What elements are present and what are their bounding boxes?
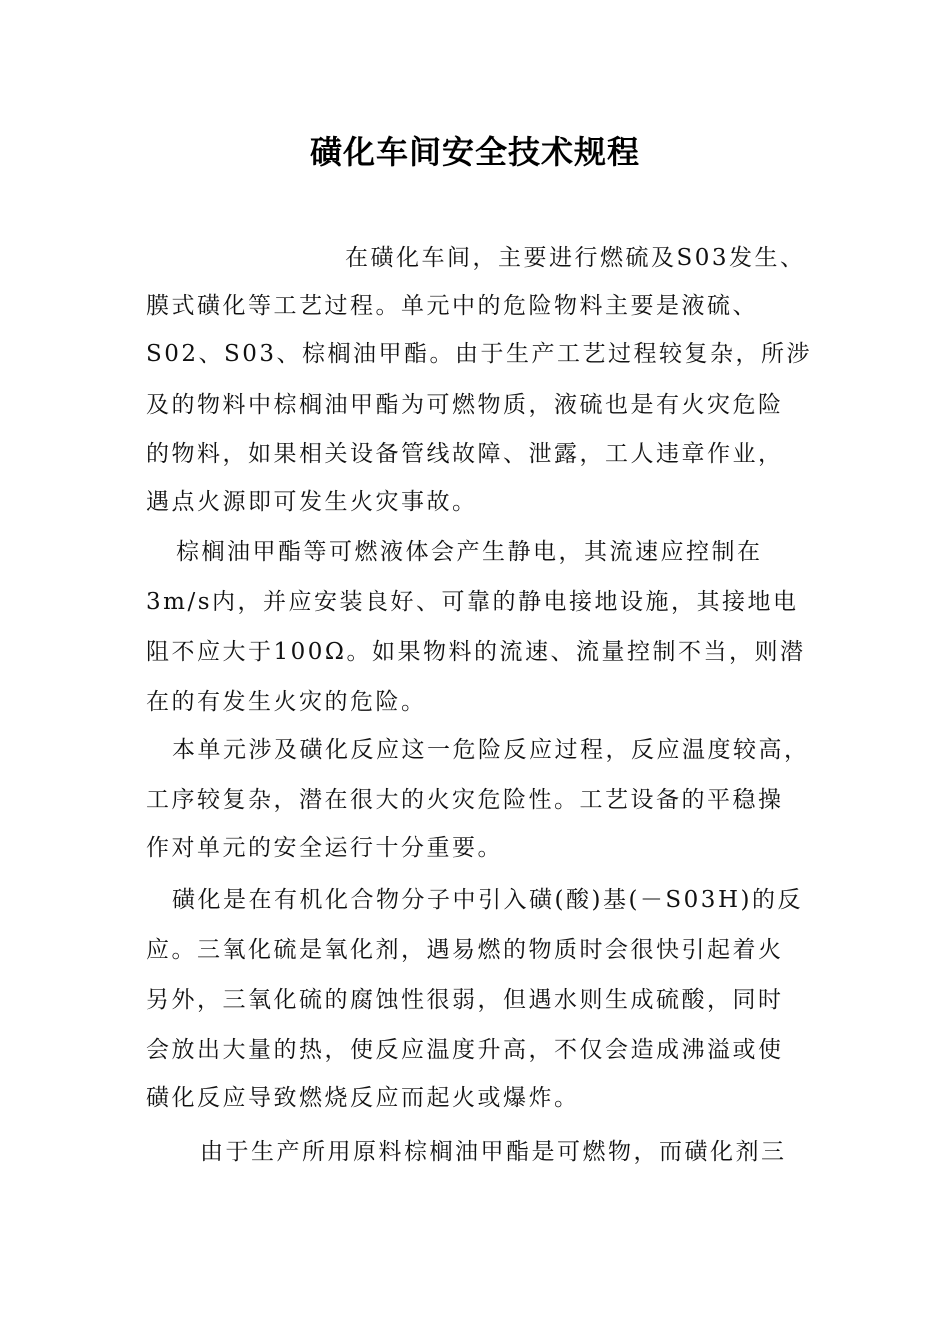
paragraph-3-line-3: 作对单元的安全运行十分重要。 — [146, 835, 503, 861]
paragraph-4-line-5: 磺化反应导致燃烧反应而起火或爆炸。 — [146, 1085, 580, 1111]
paragraph-1-line-2: 膜式磺化等工艺过程。单元中的危险物料主要是液硫、 — [146, 293, 758, 319]
paragraph-1-line-6: 遇点火源即可发生火灾事故。 — [146, 489, 478, 515]
paragraph-3-line-1: 本单元涉及磺化反应这一危险反应过程，反应温度较高， — [172, 737, 810, 763]
paragraph-3-line-2: 工序较复杂，潜在很大的火灾危险性。工艺设备的平稳操 — [146, 787, 784, 813]
paragraph-1-line-5: 的物料，如果相关设备管线故障、泄露，工人违章作业， — [146, 441, 784, 467]
paragraph-2-line-4: 在的有发生火灾的危险。 — [146, 689, 427, 715]
paragraph-4-line-1: 磺化是在有机化合物分子中引入磺(酸)基(－S03H)的反 — [172, 887, 803, 913]
document-title: 磺化车间安全技术规程 — [309, 133, 640, 171]
paragraph-2-line-3: 阻不应大于100Ω。如果物料的流速、流量控制不当，则潜 — [146, 639, 806, 665]
paragraph-4-line-3: 另外，三氧化硫的腐蚀性很弱，但遇水则生成硫酸，同时 — [146, 987, 784, 1013]
paragraph-5-line-1: 由于生产所用原料棕榈油甲酯是可燃物，而磺化剂三 — [200, 1139, 787, 1165]
paragraph-4-line-2: 应。三氧化硫是氧化剂，遇易燃的物质时会很快引起着火 — [146, 937, 784, 963]
paragraph-2-line-2: 3m/s内，并应安装良好、可靠的静电接地设施，其接地电 — [146, 589, 799, 615]
paragraph-1-line-3: S02、S03、棕榈油甲酯。由于生产工艺过程较复杂，所涉 — [146, 341, 813, 367]
paragraph-1-line-1: 在磺化车间，主要进行燃硫及S03发生、 — [345, 245, 806, 271]
paragraph-4-line-4: 会放出大量的热，使反应温度升高，不仅会造成沸溢或使 — [146, 1037, 784, 1063]
paragraph-2-line-1: 棕榈油甲酯等可燃液体会产生静电，其流速应控制在 — [176, 539, 763, 565]
paragraph-1-line-4: 及的物料中棕榈油甲酯为可燃物质，液硫也是有火灾危险 — [146, 392, 784, 418]
